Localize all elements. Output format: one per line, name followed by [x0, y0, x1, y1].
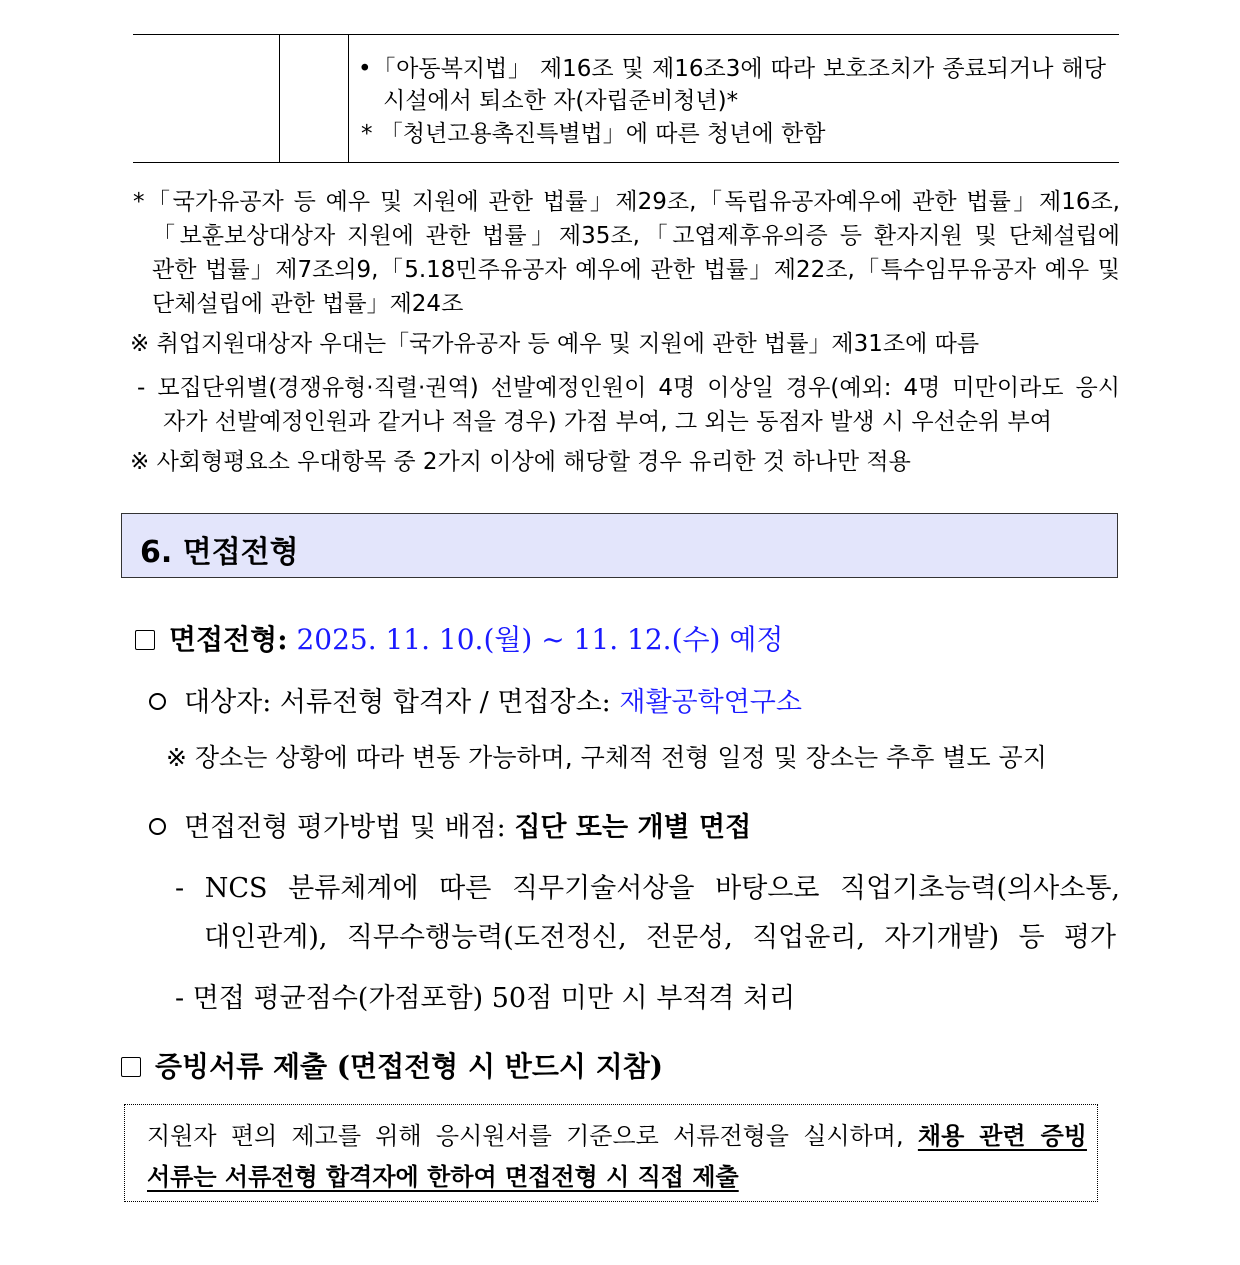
footnote-law-list: 「보훈보상대상자 지원에 관한 법률」제35조,「고엽제후유의증 등 환자지원 및 단체설립에 — [152, 223, 1120, 249]
docs-notice-emphasis: 서류는 서류전형 합격자에 한하여 면접전형 시 직접 제출 — [147, 1163, 739, 1191]
docs-notice-line — [147, 1157, 739, 1192]
docs-notice-emphasis: 채용 관련 증빙 — [917, 1122, 1087, 1150]
interview-target-text: 대상자: 서류전형 합격자 / 면접장소: — [184, 687, 611, 718]
docs-title: 증빙서류 제출 (면접전형 시 반드시 지참) — [155, 1050, 664, 1083]
checkbox-square-icon — [121, 1057, 141, 1077]
interview-place: 재활공학연구소 — [619, 687, 802, 718]
footnote-employment-support: ※ 취업지원대상자 우대는「국가유공자 등 예우 및 지원에 관한 법률」제31조에 따름 — [130, 331, 980, 357]
docs-notice-plain: 지원자 편의 제고를 위해 응시원서를 기준으로 서류전형을 실시하며, — [147, 1122, 904, 1150]
interview-ncs-line: 대인관계), 직무수행능력(도전정신, 전문성, 직업윤리, 자기개발) 등 평가 — [204, 922, 1116, 953]
section-header — [121, 513, 1118, 578]
circle-bullet-icon — [149, 818, 166, 835]
table-cell-line: 시설에서 퇴소한 자(자립준비청년)* — [383, 88, 739, 114]
table-column-divider — [348, 34, 349, 163]
interview-method-text: 면접전형 평가방법 및 배점: — [184, 812, 506, 843]
interview-method-bold: 집단 또는 개별 면접 — [514, 812, 752, 843]
table-cell-line: •「아동복지법」 제16조 및 제16조3에 따라 보호조치가 종료되거나 해당 — [358, 56, 1106, 82]
interview-score-rule: - 면접 평균점수(가점포함) 50점 미만 시 부적격 처리 — [175, 983, 796, 1014]
footnote-law-list: 단체설립에 관한 법률」제24조 — [152, 291, 464, 317]
interview-ncs-line: - NCS 분류체계에 따른 직무기술서상을 바탕으로 직업기초능력(의사소통, — [175, 873, 1120, 904]
footnote-law-list: 관한 법률」제7조의9,「5.18민주유공자 예우에 관한 법률」제22조,「특수임무유공자 예우 및 — [152, 257, 1120, 283]
table-bottom-rule — [133, 162, 1119, 163]
footnote-law-list: *「국가유공자 등 예우 및 지원에 관한 법률」제29조,「독립유공자예우에 관한 법률」제16조, — [133, 189, 1120, 215]
interview-place-note: ※ 장소는 상황에 따라 변동 가능하며, 구체적 전형 일정 및 장소는 추후 별도 공지 — [166, 743, 1047, 772]
interview-label: 면접전형: — [169, 623, 288, 656]
table-top-rule — [133, 34, 1119, 35]
circle-bullet-icon — [149, 693, 166, 710]
footnote-bonus-rule: 자가 선발예정인원과 같거나 적을 경우) 가점 부여, 그 외는 동점자 발생 시 우선순위 부여 — [163, 409, 1052, 435]
checkbox-square-icon — [135, 630, 155, 650]
footnote-bonus-rule: - 모집단위별(경쟁유형·직렬·권역) 선발예정인원이 4명 이상일 경우(예외: 4명 미만이라도 응시 — [137, 375, 1120, 401]
interview-method — [149, 805, 751, 844]
table-cell-note: * 「청년고용촉진특별법」에 따른 청년에 한함 — [361, 121, 826, 147]
section-title: 6. 면접전형 — [140, 535, 299, 570]
table-column-divider — [279, 34, 280, 163]
docs-heading — [121, 1045, 663, 1085]
interview-target — [149, 680, 802, 719]
interview-date: 2025. 11. 10.(월) ~ 11. 12.(수) 예정 — [296, 623, 784, 656]
docs-notice-line — [147, 1116, 1087, 1151]
interview-schedule — [135, 618, 783, 658]
footnote-equity: ※ 사회형평요소 우대항목 중 2가지 이상에 해당할 경우 유리한 것 하나만 적용 — [130, 449, 911, 475]
